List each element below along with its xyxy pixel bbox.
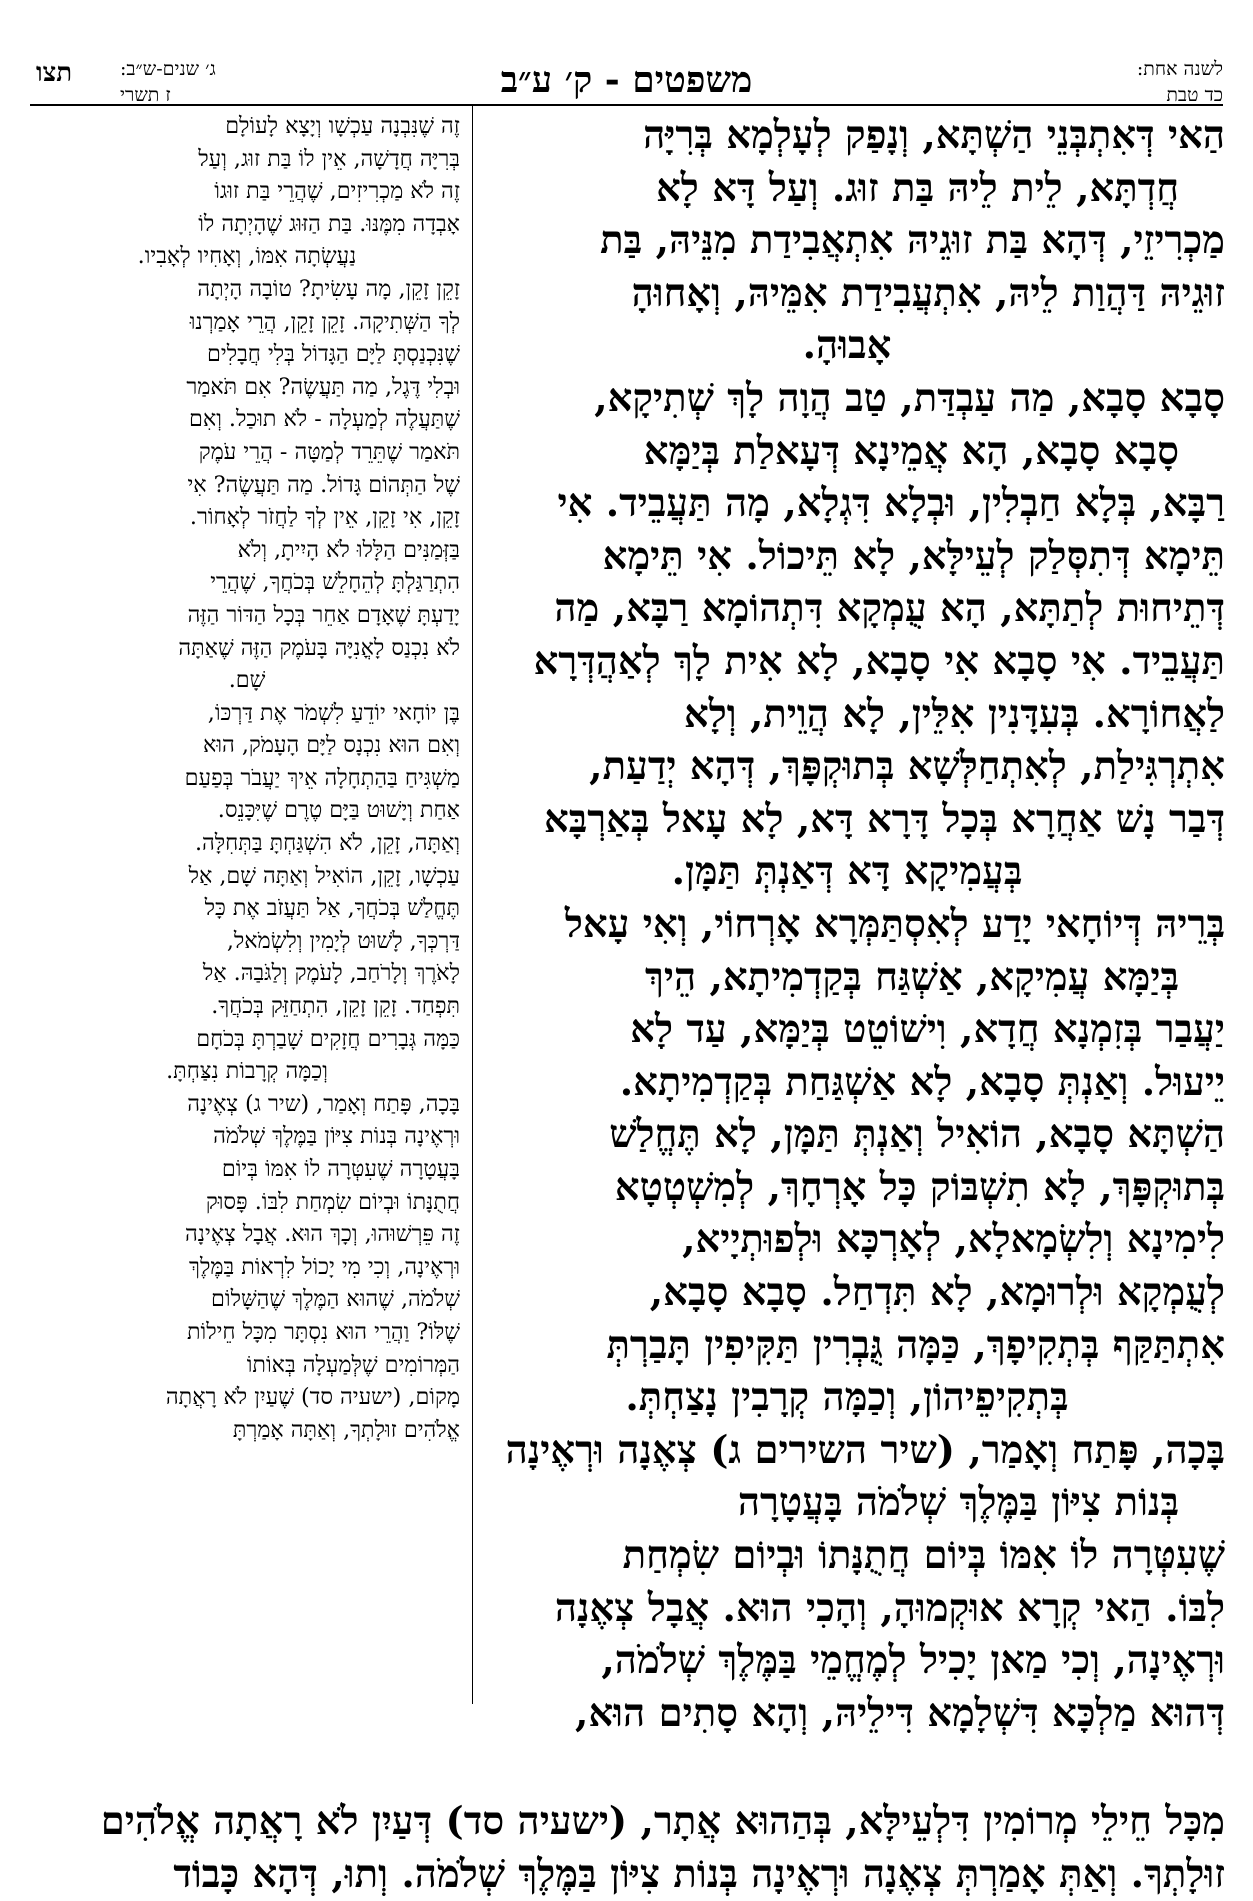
translation-line: זֶה לֹא מַכְרִיזִים, שֶׁהֲרֵי בַּת זוּגוֹ (214, 178, 460, 205)
header-left-info (120, 56, 216, 108)
main-line: בְּיַמָּא עֲמִיקָא, אַשְׁגַּח בְּקַדְמִיתָא, הֵיךְ (644, 954, 1179, 1000)
full-width-line: מִכָּל חֵילֵי מְרוֹמִין דִּלְעֵילָּא, בְּהַהוּא אֲתָר, (ישעיה סד) דְּעַיִן לֹא רָאֲתָה אֱלֹהִים (100, 1799, 1225, 1844)
translation-line: כַּמָּה גְּבָרִים חֲזָקִים שָׁבַרְתָּ בְּכֹחָם (196, 1025, 460, 1052)
main-line: וּרְאֶינָה, וְכִי מַאן יָכִיל לְמֶחֱמֵי בַּמֶּלֶךְ שְׁלֹמֹה, (601, 1638, 1225, 1684)
translation-line: בֶּן יוֹחָאי יוֹדֵעַ לִשְׁמֹר אֶת דַּרְכּוֹ, (207, 699, 460, 726)
translation-line: דַּרְכְּךָ, לָשׁוּט לְיָמִין וְלִשְׂמֹאל, (226, 927, 460, 954)
header-cycle-label-2: ג׳ שנים-ש״ב: (120, 58, 216, 80)
page-title: משפטים - ק׳ ע״ב (500, 59, 753, 101)
translation-column (34, 110, 460, 1446)
translation-line: זָקֵן, אִי זָקֵן, אֵין לְךָ לַחֲזֹר לְאָחוֹר. (189, 504, 460, 531)
main-line: מַכְרִיזֵי, דְּהָא בַּת זוּגֵיהּ אִתְאֲבִידַת מִנֵּיהּ, בַּת (600, 218, 1225, 264)
header-date: כד טבת (1166, 84, 1223, 106)
header-cycle-label: לשנה אחת: (1136, 58, 1223, 80)
translation-line: יָדַעְתָּ שֶׁאָדָם אַחֵר בְּכָל הַדּוֹר הַזֶּה (187, 601, 460, 628)
translation-line: וְאִם הוּא נִכְנָס לַיָּם הָעָמֹק, הוּא (203, 732, 460, 759)
translation-line: שֶׁלּוֹ? וַהֲרֵי הוּא נִסְתָּר מִכָּל חֵילוֹת (186, 1318, 460, 1345)
main-line: תֵּימָא דְּתִסְּלַק לְעֵילָּא, לָא תֵּיכוֹל. אִי תֵּימָא (602, 533, 1225, 579)
translation-line: זֶה פֵּרְשׁוּהוּ, וְכָךְ הוּא. אֲבָל צְאֶינָה (185, 1221, 460, 1248)
main-line: יֵיעוּל. וְאַנְתְּ סָבָא, לָא אַשְׁגַּחַת בְּקַדְמִיתָא. (619, 1059, 1225, 1105)
translation-line: וּרְאֶינָה בְּנוֹת צִיּוֹן בַּמֶּלֶךְ שְׁלֹמֹה (213, 1123, 460, 1150)
translation-line: זֶה שֶׁנִּבְנָה עַכְשָׁו וְיָצָא לָעוֹלָם (225, 113, 460, 139)
main-line: בְּתְקִיפֵיהוֹן, וְכַמָּה קְרָבִין נָצַחְתְּ. (625, 1375, 1069, 1421)
translation-line: חֲתֻנָּתוֹ וּבְיוֹם שִׂמְחַת לִבּוֹ. פָּסוּק (205, 1188, 460, 1215)
translation-line: בְּרִיָּה חֲדָשָׁה, אֵין לוֹ בַּת זוּג, וְעַל (198, 145, 460, 172)
translation-line: נַעֲשְׂתָה אִמּוֹ, וְאָחִיו לְאָבִיו. (137, 243, 357, 270)
main-text-column (469, 110, 1225, 1740)
main-line: בְּנוֹת צִיּוֹן בַּמֶּלֶךְ שְׁלֹמֹה בָּעֲטָרָה (737, 1480, 1179, 1526)
translation-line: מַשְׁגִּיחַ בַּהַתְחָלָה אֵיךְ יַעֲבֹר בְּפַעַם (184, 764, 460, 791)
main-line: דְּהוּא מַלְכָּא דִּשְׁלָמָא דִּילֵיהּ, וְהָא סָתִים הוּא, (575, 1690, 1225, 1736)
translation-line: תֹּאמַר שֶׁתֵּרֵד לְמַטָּה - הֲרֵי עֹמֶק (198, 438, 460, 465)
main-line: אִתְרְגִּילַת, לְאִתְחַלְּשָׁא בְּתוּקְפָּךְ, דְּהָא יְדַעַת, (589, 744, 1225, 790)
main-line: אִתְתַּקַּף בְּתְקִיפָךְ, כַּמָּה גֻּבְרִין תַּקִּיפִין תָּבַרְתְּ (606, 1322, 1225, 1368)
translation-line: שֶׁנִּכְנַסְתָּ לַיָּם הַגָּדוֹל בְּלִי חֲבָלִים (207, 341, 460, 368)
translation-line: לֹא נִכְנַס לָאֳנִיָּה בָּעֹמֶק הַזֶּה שֶׁאַתָּה (178, 634, 460, 661)
translation-line: שְׁלֹמֹה, שֶׁהוּא הַמֶּלֶךְ שֶׁהַשָּׁלוֹם (211, 1286, 460, 1313)
translation-line: אַחַת וְיָשׁוּט בַּיָּם טֶרֶם שֶׁיִּכָּנֵס. (217, 797, 460, 824)
translation-line: אָבְדָה מִמֶּנּוּ. בַּת הַזּוּג שֶׁהָיְתָה לוֹ (198, 210, 460, 237)
header-divider (30, 104, 1223, 106)
translation-line: בָּכָה, פָּתַח וְאָמַר, (שיר ג) צְאֶינָה (187, 1090, 460, 1117)
main-line: אָבוּהָ. (802, 323, 892, 369)
page-number: תצו (36, 58, 73, 88)
main-line: חֲדְתָּא, לֵית לֵיהּ בַּת זוּג. וְעַל דָּא לָא (656, 165, 1179, 211)
main-line: לְעֻמְקָא וּלְרוּמָא, לָא תִּדְחַל. סָבָא סָבָא, (649, 1270, 1225, 1316)
main-line: דְּתֵיחוּת לְתַתָּא, הָא עֻמְקָא דִּתְהוֹמָא רַבָּא, מַה (554, 586, 1225, 632)
translation-line: לְךָ הַשְּׁתִיקָה. זָקֵן זָקֵן, הֲרֵי אָמַרְנוּ (189, 308, 460, 335)
translation-line: מָקוֹם, (ישעיה סד) שֶׁעַיִן לֹא רָאֲתָה (165, 1384, 460, 1411)
main-line: בְּעֲמִיקָא דָּא דְּאַנְתְּ תַּמָּן. (671, 849, 1023, 895)
translation-line: זָקֵן זָקֵן, מָה עָשִׂיתָ? טוֹבָה הָיְתָה (197, 275, 460, 302)
main-line: יַעֲבַר בְּזִמְנָא חֲדָא, וִישׁוֹטֵט בְּיַמָּא, עַד לָא (630, 1007, 1225, 1053)
main-line: סָבָא סָבָא, הָא אֲמֵינָא דְּעָאלַת בְּיַמָּא (643, 428, 1179, 474)
translation-line: וְכַמָּה קְרָבוֹת נִצַּחְתָּ. (166, 1058, 328, 1085)
translation-line: בַּזְּמַנִּים הַלָּלוּ לֹא הָיִיתָ, וְלֹא (237, 536, 460, 563)
main-line: לִימִינָא וְלִשְׂמָאלָא, לְאָרְכָּא וּלְפוּתְיָיא, (682, 1217, 1225, 1263)
full-width-line: זוּלָתְךָ. וְאַתְּ אָמַרְתְּ צְאֶנָה וּרְאֶינָה בְּנוֹת צִיּוֹן בַּמֶּלֶךְ שְׁלֹמֹה. וְתוּ, דְּהָא כָּבוֹד (173, 1851, 1225, 1897)
main-line: זוּגֵיהּ דַּהֲוַת לֵיהּ, אִתְעֲבִידַת אִמֵּיהּ, וְאָחוּהָ (631, 270, 1225, 316)
translation-line: וְאַתָּה, זָקֵן, לֹא הִשְׁגַּחְתָּ בַּתְּחִלָּה. (194, 830, 460, 857)
header-date-2: ז תשרי (120, 84, 171, 106)
translation-line: אֱלֹהִים זוּלָתְךָ, וְאַתָּה אָמַרְתָּ (232, 1416, 460, 1443)
main-line: דְּבַר נָשׁ אַחֲרָא בְּכָל דָּרָא דָּא, לָא עָאל בְּאַרְבָּא (543, 796, 1225, 842)
main-line: לִבּוֹ. הַאי קְרָא אוּקְמוּהָ, וְהָכִי הוּא. אֲבָל צְאֶנָה (554, 1585, 1225, 1631)
translation-line: שֶׁל הַתְּהוֹם גָּדוֹל. מַה תַּעֲשֶׂה? אִי (187, 471, 460, 498)
translation-line: בָּעֲטָרָה שֶׁעִטְּרָה לוֹ אִמּוֹ בְּיוֹם (221, 1156, 460, 1182)
translation-line: תֶּחֱלַשׁ בְּכֹחֲךָ, אַל תַּעֲזֹב אֶת כָּל (204, 895, 460, 922)
main-line: בְּתוּקְפָּךְ, לָא תִשְׁבּוֹק כָּל אָרְחָךְ, לְמִשְׁטְטָא (614, 1164, 1225, 1210)
page-header (30, 56, 1223, 116)
main-line: הַשְׁתָּא סָבָא, הוֹאִיל וְאַנְתְּ תַּמָּן, לָא תֶּחֱלַשׁ (609, 1112, 1225, 1158)
translation-line: הִתְרַגַּלְתָּ לְהֵחָלֵשׁ בְּכֹחֲךָ, שֶׁהֲרֵי (210, 569, 460, 596)
main-line: הַאי דְּאִתְבְּנֵי הַשְׁתָּא, וְנָפַק לְעָלְמָא בְּרִיָּה (643, 113, 1225, 158)
main-line: בְּרֵיהּ דְּיוֹחָאי יָדַע לְאִסְתַּמְּרָא אָרְחוֹי, וְאִי עָאל (564, 901, 1225, 947)
main-line: סָבָא סָבָא, מַה עַבְדַּת, טַב הֲוָה לָךְ שְׁתִיקָא, (594, 375, 1225, 421)
translation-line: לָאֹרֶךְ וְלָרֹחַב, לָעֹמֶק וְלַגֹּבַהּ. אַל (202, 960, 460, 987)
main-line: בָּכָה, פָּתַח וְאָמַר, (שיר השירים ג) צְאֶנָה וּרְאֶינָה (505, 1427, 1225, 1473)
main-line: שֶׁעִטְּרָה לוֹ אִמּוֹ בְּיוֹם חֲתֻנָּתוֹ וּבְיוֹם שִׂמְחַת (622, 1533, 1225, 1579)
main-line: תַּעֲבֵיד. אִי סָבָא אִי סָבָא, לָא אִית לָךְ לְאַהֲדְּרָא (533, 638, 1225, 684)
translation-line: תִּפְחַד. זָקֵן זָקֵן, הִתְחַזֵּק בְּכֹחֲךָ. (211, 993, 460, 1020)
translation-line: שֶׁתַּעֲלֶה לְמַעְלָה - לֹא תוּכַל. וְאִם (189, 406, 460, 433)
translation-line: וּרְאֶינָה, וְכִי מִי יָכוֹל לִרְאוֹת בַּמֶּלֶךְ (189, 1253, 460, 1280)
translation-line: עַכְשָׁו, זָקֵן, הוֹאִיל וְאַתָּה שָׁם, אַל (188, 862, 460, 889)
translation-line: וּבְלִי דֶּגֶל, מַה תַּעֲשֶׂה? אִם תֹּאמַר (186, 373, 460, 400)
main-line: לַאֲחוֹרָא. בְּעִדָּנִין אִלֵּין, לָא הֲוֵית, וְלָא (683, 691, 1225, 737)
main-line: רַבָּא, בְּלָא חַבְלִין, וּבְלָא דִּגְלָא, מָה תַּעֲבֵיד. אִי (557, 481, 1225, 527)
translation-line: שָׁם. (228, 667, 266, 694)
translation-line: הַמְּרוֹמִים שֶׁלְּמַעְלָה בְּאוֹתוֹ (246, 1351, 460, 1378)
full-width-text (30, 1796, 1225, 1901)
